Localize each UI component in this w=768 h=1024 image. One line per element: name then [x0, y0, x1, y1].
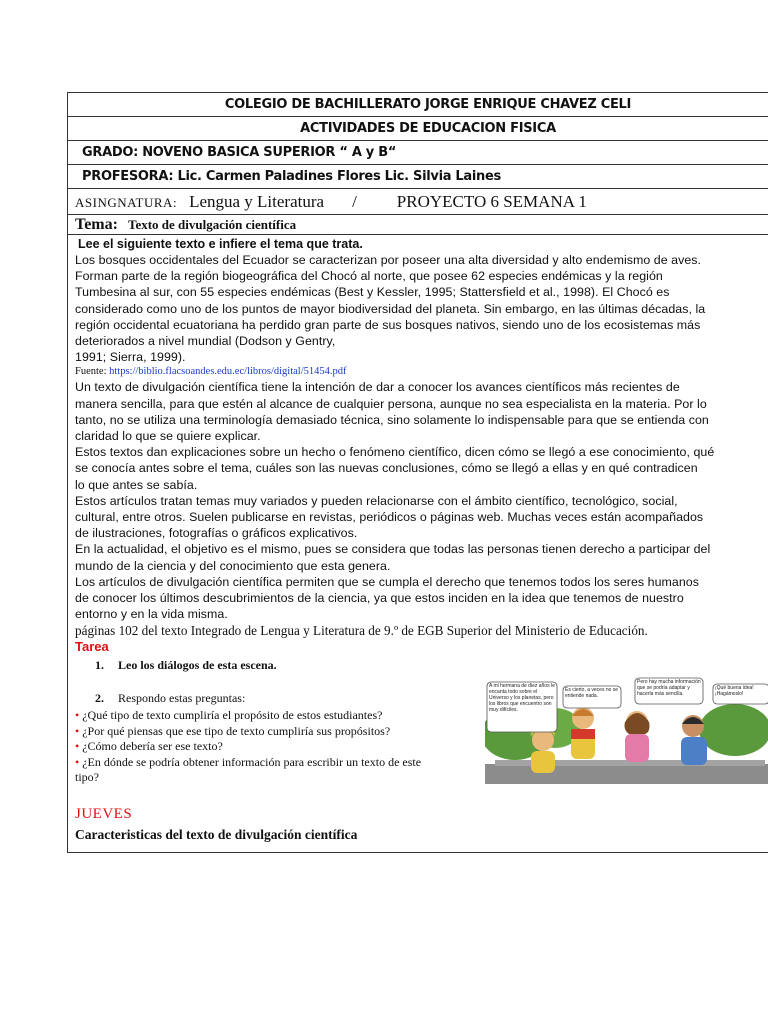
question-text: ¿En dónde se podría obtener información para escribir un texto de este tipo? — [75, 754, 422, 785]
explanation-line: Un texto de divulgación científica tiene la intención de dar a conocer los avances científicos más recientes de — [75, 380, 680, 395]
activities-title: ACTIVIDADES DE EDUCACION FISICA — [68, 117, 768, 141]
reading-line: considerado como uno de los puntos de mayor biodiversidad del planeta. Sin embargo, en las últimas décadas, la — [75, 301, 706, 316]
explanation-line: manera sencilla, para que estén al alcance de cualquier persona, aunque no sea especialista en la materia. Por lo — [75, 396, 707, 411]
reading-line: Los bosques occidentales del Ecuador se caracterizan por poseer una alta diversidad y alto endemismo de aves. — [75, 253, 702, 267]
topic-value: Texto de divulgación científica — [127, 217, 297, 232]
source-link[interactable]: https://biblio.flacsoandes.edu.ec/libros/digital/51454.pdf — [109, 366, 347, 378]
reading-instruction: Lee el siguiente texto e infiere el tema que trata. — [78, 237, 363, 251]
question-text: ¿Cómo debería ser ese texto? — [82, 739, 223, 754]
explanation-line: mundo de la ciencia y del conocimiento que esta genera. — [75, 558, 391, 573]
school-name: COLEGIO DE BACHILLERATO JORGE ENRIQUE CHAVEZ CELI — [68, 93, 768, 117]
reading-text — [75, 252, 768, 365]
task-item-1-text: Leo los diálogos de esta escena. — [118, 658, 277, 673]
task-item-2-text: Respondo estas preguntas: — [118, 691, 246, 706]
reading-line: región occidental ecuatoriana ha perdido gran parte de sus bosques nativos, siendo uno de los ecosistemas más — [75, 317, 701, 332]
topic-row — [68, 215, 768, 235]
reading-line: deteriorados a nivel mundial (Dodson y Gentry, — [75, 334, 336, 349]
reading-line: Forman parte de la región biogeográfica del Chocó al norte, que posee 62 especies endémicas y la región — [75, 269, 663, 284]
explanation-line: Estos artículos tratan temas muy variados y pueden relacionarse con el ámbito científico, tecnológico, social, — [75, 493, 678, 508]
student-boy-red — [571, 707, 595, 759]
subject-separator: / — [352, 192, 357, 211]
source-label: Fuente: — [75, 366, 110, 378]
task-item-1-number: 1. — [95, 658, 104, 673]
thursday-label: JUEVES — [75, 805, 133, 822]
speech-bubble-4 — [713, 684, 768, 704]
explanation-line: En la actualidad, el objetivo es el mismo, pues se considera que todas las personas tienen derecho a participar del — [75, 542, 711, 557]
explanation-line: se conocía antes sobre el tema, cuáles son las nuevas conclusiones, cómo se llegó a ellas y en qué contradicen — [75, 461, 698, 476]
explanation-text — [75, 379, 768, 622]
question-text: ¿Qué tipo de texto cumpliría el propósito de estos estudiantes? — [82, 708, 383, 723]
explanation-line: cultural, entre otros. Suelen publicarse en revistas, periódicos o páginas web. Muchas veces están acompañados — [75, 510, 704, 525]
explanation-line: Los artículos de divulgación científica permiten que se cumpla el derecho que tenemos todos los seres humanos — [75, 574, 699, 589]
pages-reference: páginas 102 del texto Integrado de Lengua y Literatura de 9.º de EGB Superior del Ministerio de Educación. — [75, 623, 648, 639]
students-scene-svg — [485, 672, 768, 784]
question-item — [75, 708, 435, 724]
explanation-line: entorno y en la vida misma. — [75, 607, 228, 622]
bullet-icon: • — [75, 723, 80, 738]
explanation-line: de conocer los últimos descubrimientos de la ciencia, ya que estos inciden en la idea que tenemos de nuestro — [75, 591, 684, 606]
speech-bubble-3 — [635, 678, 703, 704]
bullet-icon: • — [75, 754, 80, 769]
source-line — [75, 365, 768, 379]
bubble-3-text: Pero hay mucha información que se podría adaptar y hacerla más sencilla. — [637, 679, 701, 697]
explanation-line: Estos textos dan explicaciones sobre un hecho o fenómeno científico, dicen cómo se llegó a ese conocimiento, qué — [75, 445, 715, 460]
task-title: Tarea — [75, 639, 109, 655]
students-dialogue-illustration — [485, 672, 768, 784]
subject-row — [68, 189, 768, 215]
reading-line: Tumbesina al sur, con 55 especies endémicas (Best y Kessler, 1995; Stattersfield et al., 1998). El Chocó es — [75, 285, 670, 300]
student-girl-pink — [625, 711, 650, 762]
grade-line: GRADO: NOVENO BASICA SUPERIOR “ A y B“ — [68, 141, 768, 165]
student-boy-dark — [681, 715, 707, 765]
task-item-2-number: 2. — [95, 691, 104, 706]
bubble-1-text: A mi hermana de diez años le encanta todo sobre el Universo y los planetas, pero los libros que encuentro son muy difíciles. — [489, 683, 555, 713]
explanation-line: tanto, no se utiliza una terminología demasiado técnica, sino solamente lo indispensable para que se entienda con — [75, 412, 709, 427]
explanation-line: lo que antes se sabía. — [75, 477, 198, 492]
question-item — [75, 739, 435, 755]
bubble-4-text: ¡Qué buena idea! ¡Hagámoslo! — [715, 685, 754, 697]
reading-line: 1991; Sierra, 1999). — [75, 350, 186, 365]
speech-bubble-2 — [563, 686, 621, 708]
explanation-line: de ilustraciones, fotografías o gráficos explicativos. — [75, 526, 358, 541]
topic-label: Tema: — [75, 216, 118, 233]
question-item — [75, 724, 435, 740]
teacher-line: PROFESORA: Lic. Carmen Paladines Flores Lic. Silvia Laines — [68, 165, 768, 189]
question-item — [75, 755, 435, 786]
bubble-2-text: Es cierto, a veces no se entiende nada. — [565, 687, 619, 699]
bullet-icon: • — [75, 708, 80, 723]
thursday-topic: Caracteristicas del texto de divulgación científica — [75, 826, 358, 842]
bullet-icon: • — [75, 739, 80, 754]
subject-label: ASINGNATURA: — [75, 195, 178, 210]
project-week: PROYECTO 6 SEMANA 1 — [396, 192, 587, 211]
subject-name: Lengua y Literatura — [189, 192, 325, 211]
question-text: ¿Por qué piensas que ese tipo de texto cumpliría sus propósitos? — [82, 723, 391, 738]
speech-bubble-1 — [487, 682, 557, 732]
explanation-line: claridad lo que se quiere explicar. — [75, 429, 261, 444]
